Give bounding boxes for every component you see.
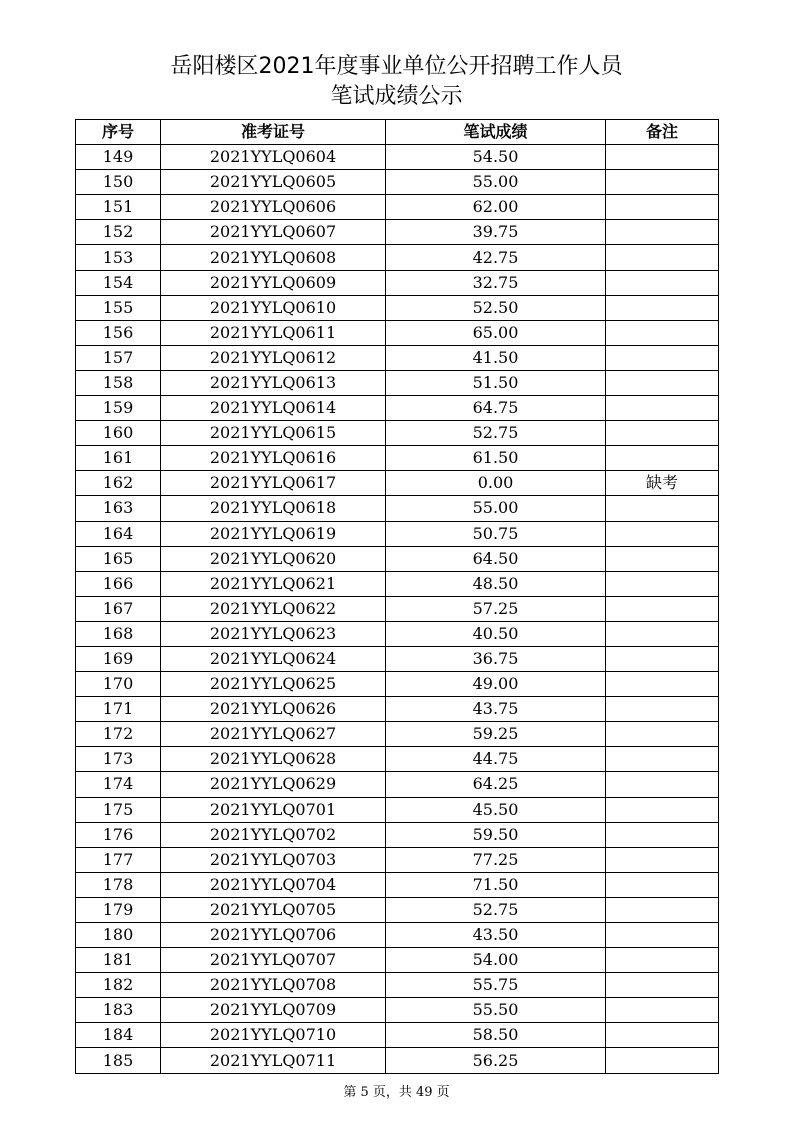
cell-written-score: 52.75 bbox=[386, 897, 606, 922]
cell-remark bbox=[606, 270, 719, 295]
cell-written-score: 44.75 bbox=[386, 747, 606, 772]
cell-serial-number: 184 bbox=[76, 1023, 161, 1048]
cell-remark bbox=[606, 546, 719, 571]
cell-written-score: 48.50 bbox=[386, 571, 606, 596]
cell-serial-number: 156 bbox=[76, 320, 161, 345]
cell-remark bbox=[606, 973, 719, 998]
cell-serial-number: 180 bbox=[76, 923, 161, 948]
cell-remark bbox=[606, 822, 719, 847]
document-subtitle: 笔试成绩公示 bbox=[330, 84, 463, 109]
cell-written-score: 62.00 bbox=[386, 195, 606, 220]
table-row bbox=[76, 697, 719, 722]
cell-written-score: 36.75 bbox=[386, 646, 606, 671]
cell-ticket-number: 2021YYLQ0613 bbox=[161, 370, 386, 395]
table-body bbox=[76, 145, 719, 1073]
cell-written-score: 59.50 bbox=[386, 822, 606, 847]
cell-remark bbox=[606, 697, 719, 722]
cell-ticket-number: 2021YYLQ0608 bbox=[161, 245, 386, 270]
cell-serial-number: 154 bbox=[76, 270, 161, 295]
cell-remark bbox=[606, 747, 719, 772]
table-row bbox=[76, 446, 719, 471]
cell-ticket-number: 2021YYLQ0617 bbox=[161, 471, 386, 496]
cell-remark bbox=[606, 421, 719, 446]
table-row bbox=[76, 772, 719, 797]
cell-serial-number: 177 bbox=[76, 847, 161, 872]
cell-remark bbox=[606, 872, 719, 897]
table-row bbox=[76, 1048, 719, 1073]
cell-written-score: 56.25 bbox=[386, 1048, 606, 1073]
cell-serial-number: 169 bbox=[76, 646, 161, 671]
document-title: 岳阳楼区2021年度事业单位公开招聘工作人员 bbox=[170, 54, 623, 79]
table-row bbox=[76, 571, 719, 596]
cell-serial-number: 181 bbox=[76, 948, 161, 973]
cell-serial-number: 183 bbox=[76, 998, 161, 1023]
cell-serial-number: 167 bbox=[76, 596, 161, 621]
cell-remark bbox=[606, 1048, 719, 1073]
table-row bbox=[76, 621, 719, 646]
cell-written-score: 54.00 bbox=[386, 948, 606, 973]
cell-remark bbox=[606, 897, 719, 922]
cell-ticket-number: 2021YYLQ0709 bbox=[161, 998, 386, 1023]
table-row bbox=[76, 923, 719, 948]
cell-serial-number: 162 bbox=[76, 471, 161, 496]
cell-written-score: 51.50 bbox=[386, 370, 606, 395]
cell-serial-number: 160 bbox=[76, 421, 161, 446]
table-row bbox=[76, 521, 719, 546]
cell-remark bbox=[606, 170, 719, 195]
cell-written-score: 77.25 bbox=[386, 847, 606, 872]
cell-serial-number: 153 bbox=[76, 245, 161, 270]
cell-ticket-number: 2021YYLQ0616 bbox=[161, 446, 386, 471]
cell-serial-number: 152 bbox=[76, 220, 161, 245]
cell-written-score: 39.75 bbox=[386, 220, 606, 245]
cell-serial-number: 149 bbox=[76, 145, 161, 170]
cell-ticket-number: 2021YYLQ0627 bbox=[161, 722, 386, 747]
cell-remark bbox=[606, 370, 719, 395]
table-row bbox=[76, 370, 719, 395]
cell-ticket-number: 2021YYLQ0624 bbox=[161, 646, 386, 671]
cell-remark bbox=[606, 621, 719, 646]
cell-ticket-number: 2021YYLQ0710 bbox=[161, 1023, 386, 1048]
table-row bbox=[76, 295, 719, 320]
cell-written-score: 43.75 bbox=[386, 697, 606, 722]
cell-serial-number: 159 bbox=[76, 396, 161, 421]
cell-serial-number: 166 bbox=[76, 571, 161, 596]
cell-remark bbox=[606, 220, 719, 245]
cell-ticket-number: 2021YYLQ0607 bbox=[161, 220, 386, 245]
cell-serial-number: 163 bbox=[76, 496, 161, 521]
table-row bbox=[76, 847, 719, 872]
cell-remark bbox=[606, 948, 719, 973]
cell-ticket-number: 2021YYLQ0711 bbox=[161, 1048, 386, 1073]
table-row bbox=[76, 822, 719, 847]
cell-serial-number: 155 bbox=[76, 295, 161, 320]
cell-remark bbox=[606, 596, 719, 621]
cell-ticket-number: 2021YYLQ0621 bbox=[161, 571, 386, 596]
table-row bbox=[76, 973, 719, 998]
table-row bbox=[76, 998, 719, 1023]
cell-written-score: 65.00 bbox=[386, 320, 606, 345]
cell-remark bbox=[606, 396, 719, 421]
table-header-row bbox=[76, 120, 719, 145]
table-row bbox=[76, 747, 719, 772]
table-row bbox=[76, 672, 719, 697]
cell-serial-number: 157 bbox=[76, 345, 161, 370]
cell-written-score: 64.50 bbox=[386, 546, 606, 571]
cell-written-score: 50.75 bbox=[386, 521, 606, 546]
table-row bbox=[76, 596, 719, 621]
cell-written-score: 64.25 bbox=[386, 772, 606, 797]
cell-written-score: 49.00 bbox=[386, 672, 606, 697]
cell-serial-number: 178 bbox=[76, 872, 161, 897]
cell-written-score: 55.00 bbox=[386, 170, 606, 195]
cell-written-score: 61.50 bbox=[386, 446, 606, 471]
cell-ticket-number: 2021YYLQ0610 bbox=[161, 295, 386, 320]
cell-remark bbox=[606, 245, 719, 270]
table-row bbox=[76, 897, 719, 922]
cell-remark bbox=[606, 446, 719, 471]
cell-serial-number: 172 bbox=[76, 722, 161, 747]
table-row bbox=[76, 145, 719, 170]
cell-serial-number: 175 bbox=[76, 797, 161, 822]
header-written-score: 笔试成绩 bbox=[386, 120, 606, 145]
cell-serial-number: 182 bbox=[76, 973, 161, 998]
cell-written-score: 42.75 bbox=[386, 245, 606, 270]
cell-remark bbox=[606, 797, 719, 822]
cell-remark bbox=[606, 320, 719, 345]
cell-written-score: 52.50 bbox=[386, 295, 606, 320]
cell-remark bbox=[606, 923, 719, 948]
cell-remark bbox=[606, 145, 719, 170]
table-row bbox=[76, 320, 719, 345]
cell-remark bbox=[606, 772, 719, 797]
cell-written-score: 55.50 bbox=[386, 998, 606, 1023]
cell-ticket-number: 2021YYLQ0706 bbox=[161, 923, 386, 948]
cell-remark bbox=[606, 847, 719, 872]
cell-serial-number: 151 bbox=[76, 195, 161, 220]
table-row bbox=[76, 722, 719, 747]
table-row bbox=[76, 797, 719, 822]
table-row bbox=[76, 220, 719, 245]
cell-ticket-number: 2021YYLQ0605 bbox=[161, 170, 386, 195]
cell-remark bbox=[606, 672, 719, 697]
cell-ticket-number: 2021YYLQ0614 bbox=[161, 396, 386, 421]
table-row bbox=[76, 646, 719, 671]
cell-ticket-number: 2021YYLQ0615 bbox=[161, 421, 386, 446]
cell-ticket-number: 2021YYLQ0629 bbox=[161, 772, 386, 797]
cell-remark bbox=[606, 998, 719, 1023]
table-row bbox=[76, 546, 719, 571]
cell-written-score: 43.50 bbox=[386, 923, 606, 948]
cell-remark bbox=[606, 496, 719, 521]
table-row bbox=[76, 496, 719, 521]
cell-remark bbox=[606, 646, 719, 671]
cell-serial-number: 185 bbox=[76, 1048, 161, 1073]
cell-ticket-number: 2021YYLQ0703 bbox=[161, 847, 386, 872]
cell-ticket-number: 2021YYLQ0705 bbox=[161, 897, 386, 922]
cell-ticket-number: 2021YYLQ0702 bbox=[161, 822, 386, 847]
cell-written-score: 64.75 bbox=[386, 396, 606, 421]
table-row bbox=[76, 345, 719, 370]
cell-ticket-number: 2021YYLQ0625 bbox=[161, 672, 386, 697]
table-row bbox=[76, 245, 719, 270]
cell-written-score: 55.75 bbox=[386, 973, 606, 998]
cell-ticket-number: 2021YYLQ0604 bbox=[161, 145, 386, 170]
cell-remark bbox=[606, 521, 719, 546]
cell-serial-number: 168 bbox=[76, 621, 161, 646]
cell-ticket-number: 2021YYLQ0622 bbox=[161, 596, 386, 621]
cell-serial-number: 161 bbox=[76, 446, 161, 471]
cell-ticket-number: 2021YYLQ0619 bbox=[161, 521, 386, 546]
cell-written-score: 55.00 bbox=[386, 496, 606, 521]
cell-written-score: 0.00 bbox=[386, 471, 606, 496]
cell-remark bbox=[606, 295, 719, 320]
cell-remark bbox=[606, 1023, 719, 1048]
cell-serial-number: 165 bbox=[76, 546, 161, 571]
cell-serial-number: 150 bbox=[76, 170, 161, 195]
cell-written-score: 57.25 bbox=[386, 596, 606, 621]
table-row bbox=[76, 872, 719, 897]
cell-ticket-number: 2021YYLQ0707 bbox=[161, 948, 386, 973]
cell-remark bbox=[606, 195, 719, 220]
cell-serial-number: 173 bbox=[76, 747, 161, 772]
header-serial-number: 序号 bbox=[76, 120, 161, 145]
cell-serial-number: 179 bbox=[76, 897, 161, 922]
cell-remark bbox=[606, 345, 719, 370]
cell-written-score: 41.50 bbox=[386, 345, 606, 370]
cell-written-score: 59.25 bbox=[386, 722, 606, 747]
page-number: 第 5 页，共 49 页 bbox=[343, 1085, 450, 1100]
cell-written-score: 32.75 bbox=[386, 270, 606, 295]
table-row bbox=[76, 1023, 719, 1048]
header-remark: 备注 bbox=[606, 120, 719, 145]
cell-serial-number: 171 bbox=[76, 697, 161, 722]
cell-written-score: 54.50 bbox=[386, 145, 606, 170]
cell-remark bbox=[606, 722, 719, 747]
cell-ticket-number: 2021YYLQ0606 bbox=[161, 195, 386, 220]
cell-written-score: 40.50 bbox=[386, 621, 606, 646]
header-ticket-number: 准考证号 bbox=[161, 120, 386, 145]
cell-ticket-number: 2021YYLQ0611 bbox=[161, 320, 386, 345]
cell-ticket-number: 2021YYLQ0618 bbox=[161, 496, 386, 521]
cell-ticket-number: 2021YYLQ0623 bbox=[161, 621, 386, 646]
cell-ticket-number: 2021YYLQ0704 bbox=[161, 872, 386, 897]
cell-ticket-number: 2021YYLQ0612 bbox=[161, 345, 386, 370]
table-row bbox=[76, 948, 719, 973]
score-table bbox=[75, 119, 719, 1074]
cell-ticket-number: 2021YYLQ0701 bbox=[161, 797, 386, 822]
table-row bbox=[76, 195, 719, 220]
cell-serial-number: 158 bbox=[76, 370, 161, 395]
table-row bbox=[76, 270, 719, 295]
cell-written-score: 58.50 bbox=[386, 1023, 606, 1048]
cell-serial-number: 176 bbox=[76, 822, 161, 847]
cell-remark bbox=[606, 571, 719, 596]
cell-serial-number: 164 bbox=[76, 521, 161, 546]
cell-ticket-number: 2021YYLQ0620 bbox=[161, 546, 386, 571]
table-row bbox=[76, 421, 719, 446]
cell-written-score: 45.50 bbox=[386, 797, 606, 822]
cell-ticket-number: 2021YYLQ0628 bbox=[161, 747, 386, 772]
cell-serial-number: 170 bbox=[76, 672, 161, 697]
cell-serial-number: 174 bbox=[76, 772, 161, 797]
cell-ticket-number: 2021YYLQ0708 bbox=[161, 973, 386, 998]
cell-remark: 缺考 bbox=[606, 471, 719, 496]
cell-written-score: 71.50 bbox=[386, 872, 606, 897]
table-row bbox=[76, 471, 719, 496]
table-row bbox=[76, 396, 719, 421]
cell-ticket-number: 2021YYLQ0609 bbox=[161, 270, 386, 295]
table-row bbox=[76, 170, 719, 195]
cell-ticket-number: 2021YYLQ0626 bbox=[161, 697, 386, 722]
cell-written-score: 52.75 bbox=[386, 421, 606, 446]
